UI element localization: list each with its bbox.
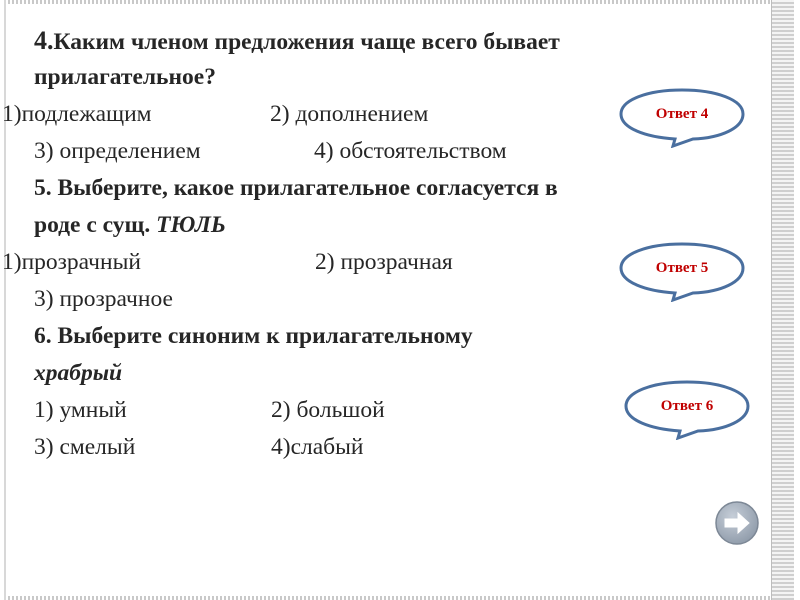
question-4-title-line1	[0, 22, 760, 59]
question-5-title-line2	[0, 207, 760, 244]
arrow-right-icon	[714, 500, 760, 546]
bottom-decor-stripe	[8, 596, 770, 600]
answer-5-button[interactable]	[617, 240, 747, 300]
answer-6-button[interactable]	[622, 378, 752, 438]
question-4-text: Каким членом предложения чаще всего бывает	[53, 29, 560, 55]
q5-option-3: 3) прозрачное	[34, 286, 173, 312]
question-4-number: 4.	[34, 26, 54, 55]
question-5-text: роде с сущ.	[34, 212, 157, 238]
q5-option-1: 1)прозрачный	[2, 249, 141, 275]
q4-option-4: 4) обстоятельством	[314, 138, 507, 164]
q6-option-3: 3) смелый	[34, 434, 136, 460]
q6-option-1: 1) умный	[34, 397, 127, 423]
q5-option-2: 2) прозрачная	[315, 249, 453, 275]
question-4-title-line2: прилагательное?	[34, 64, 216, 90]
q6-option-4: 4)слабый	[271, 434, 364, 460]
question-6-adjective: храбрый	[34, 360, 123, 386]
answer-5-label: Ответ 5	[655, 259, 709, 276]
top-decor-stripe	[8, 0, 770, 4]
q6-option-2: 2) большой	[271, 397, 385, 423]
q4-option-1: 1)подлежащим	[2, 101, 152, 127]
answer-6-label: Ответ 6	[660, 397, 714, 414]
answer-4-label: Ответ 4	[655, 105, 709, 122]
question-5-title-line1: 5. Выберите, какое прилагательное согласуется в	[34, 175, 558, 201]
question-5-noun: ТЮЛЬ	[156, 212, 226, 238]
q4-option-3: 3) определением	[34, 138, 201, 164]
next-slide-button[interactable]	[714, 500, 760, 546]
question-6-title-line1: 6. Выберите синоним к прилагательному	[34, 323, 473, 349]
q4-option-2: 2) дополнением	[270, 101, 429, 127]
answer-4-button[interactable]	[617, 86, 747, 146]
right-decor-border	[771, 0, 794, 600]
